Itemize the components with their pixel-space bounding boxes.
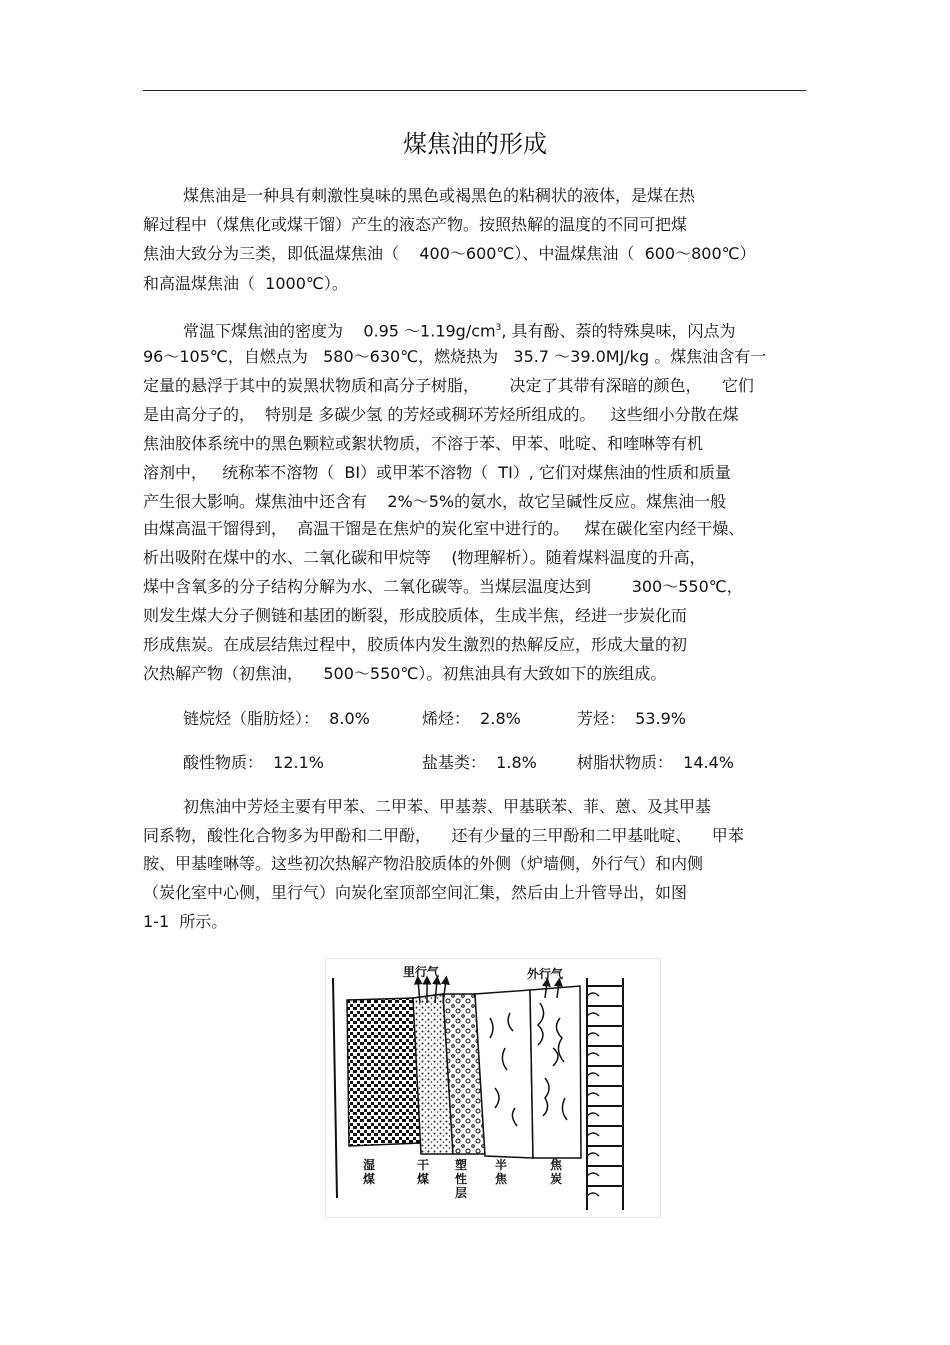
- coking-layers-figure: [325, 958, 661, 1218]
- superscript: 3: [495, 323, 502, 333]
- composition-item: 芳烃： 53.9%: [577, 709, 687, 728]
- paragraph-line: 1-1 所示。: [143, 912, 228, 931]
- header-rule: [143, 90, 806, 91]
- paragraph-line: 产生很大影响。煤焦油中还含有 2%～5%的氨水，故它呈碱性反应。煤焦油一般: [143, 492, 727, 511]
- layer-label-wet-coal: 湿煤: [363, 1158, 376, 1186]
- composition-item: 树脂状物质： 14.4%: [577, 753, 735, 772]
- paragraph-line: 煤焦油是一种具有刺激性臭味的黑色或褐黑色的粘稠状的液体，是煤在热: [183, 186, 696, 205]
- paragraph-line: 是由高分子的， 特别是 多碳少氢 的芳烃或稠环芳烃所组成的。 这些细小分散在煤: [143, 405, 739, 424]
- outer-gas-label: 外行气: [527, 967, 564, 981]
- coke-layer: [530, 986, 581, 1158]
- paragraph-line: 次热解产物（初焦油， 500～550℃）。初焦油具有大致如下的族组成。: [143, 664, 667, 683]
- paragraph-line: 析出吸附在煤中的水、二氧化碳和甲烷等 (物理解析）。随着煤料温度的升高，: [143, 548, 706, 567]
- paragraph-line: 溶剂中， 统称苯不溶物（ BI）或甲苯不溶物（ TI）, 它们对煤焦油的性质和质量: [143, 463, 731, 482]
- wet-coal-layer: [347, 998, 421, 1146]
- paragraph-line: 和高温煤焦油（ 1000℃）。: [143, 274, 348, 293]
- layer-label-dry-coal: 干煤: [417, 1158, 430, 1186]
- paragraph-line: 96～105℃，自燃点为 580～630℃，燃烧热为 35.7 ～39.0MJ/kg 。煤焦油含有一: [143, 347, 767, 366]
- paragraph-line: 焦油大致分为三类，即低温煤焦油（ 400～600℃）、中温煤焦油（ 600～800℃）: [143, 244, 756, 263]
- composition-item: 盐基类： 1.8%: [422, 753, 537, 772]
- page-title: 煤焦油的形成: [403, 130, 547, 158]
- paragraph-line: 解过程中（煤焦化或煤干馏）产生的液态产物。按照热解的温度的不同可把煤: [143, 215, 688, 234]
- paragraph-line: 形成焦炭。在成层结焦过程中，胶质体内发生激烈的热解反应，形成大量的初: [143, 635, 688, 654]
- paragraph-line: 初焦油中芳烃主要有甲苯、二甲苯、甲基萘、甲基联苯、菲、蒽、及其甲基: [183, 797, 712, 816]
- paragraph-line: 焦油胶体系统中的黑色颗粒或絮状物质，不溶于苯、甲苯、吡啶、和喹啉等有机: [143, 434, 704, 453]
- inner-gas-label: 里行气: [403, 965, 440, 979]
- density-text: 常温下煤焦油的密度为 0.95 ～1.19g/cm: [183, 321, 496, 341]
- paragraph-line: 煤中含氧多的分子结构分解为水、二氧化碳等。当煤层温度达到 300～550℃，: [143, 577, 743, 596]
- layer-label-plastic: 塑性层: [455, 1158, 468, 1200]
- paragraph-line: 定量的悬浮于其中的炭黑状物质和高分子树脂， 决定了其带有深暗的颜色， 它们: [143, 376, 754, 395]
- layer-label-semi-coke: 半焦: [495, 1158, 508, 1186]
- layer-label-coke: 焦炭: [550, 1158, 563, 1186]
- paragraph-line: 则发生煤大分子侧链和基团的断裂，形成胶质体，生成半焦，经进一步炭化而: [143, 606, 688, 625]
- paragraph-line: 同系物，酸性化合物多为甲酚和二甲酚， 还有少量的三甲酚和二甲基吡啶、 甲苯: [143, 826, 744, 845]
- composition-item: 链烷烃（脂肪烃）： 8.0%: [183, 709, 370, 728]
- paragraph-line: 胺、甲基喹啉等。这些初次热解产物沿胶质体的外侧（炉墙侧，外行气）和内侧: [143, 854, 704, 873]
- paragraph-line: [183, 318, 736, 341]
- paragraph-line: （炭化室中心侧，里行气）向炭化室顶部空间汇集，然后由上升管导出，如图: [143, 883, 688, 902]
- density-text-cont: , 具有酚、萘的特殊臭味，闪点为: [501, 321, 736, 341]
- paragraph-line: 由煤高温干馏得到， 高温干馏是在焦炉的炭化室中进行的。 煤在碳化室内经干燥、: [143, 519, 745, 538]
- composition-item: 酸性物质： 12.1%: [183, 753, 325, 772]
- semi-coke-layer: [475, 990, 533, 1158]
- composition-item: 烯烃： 2.8%: [422, 709, 521, 728]
